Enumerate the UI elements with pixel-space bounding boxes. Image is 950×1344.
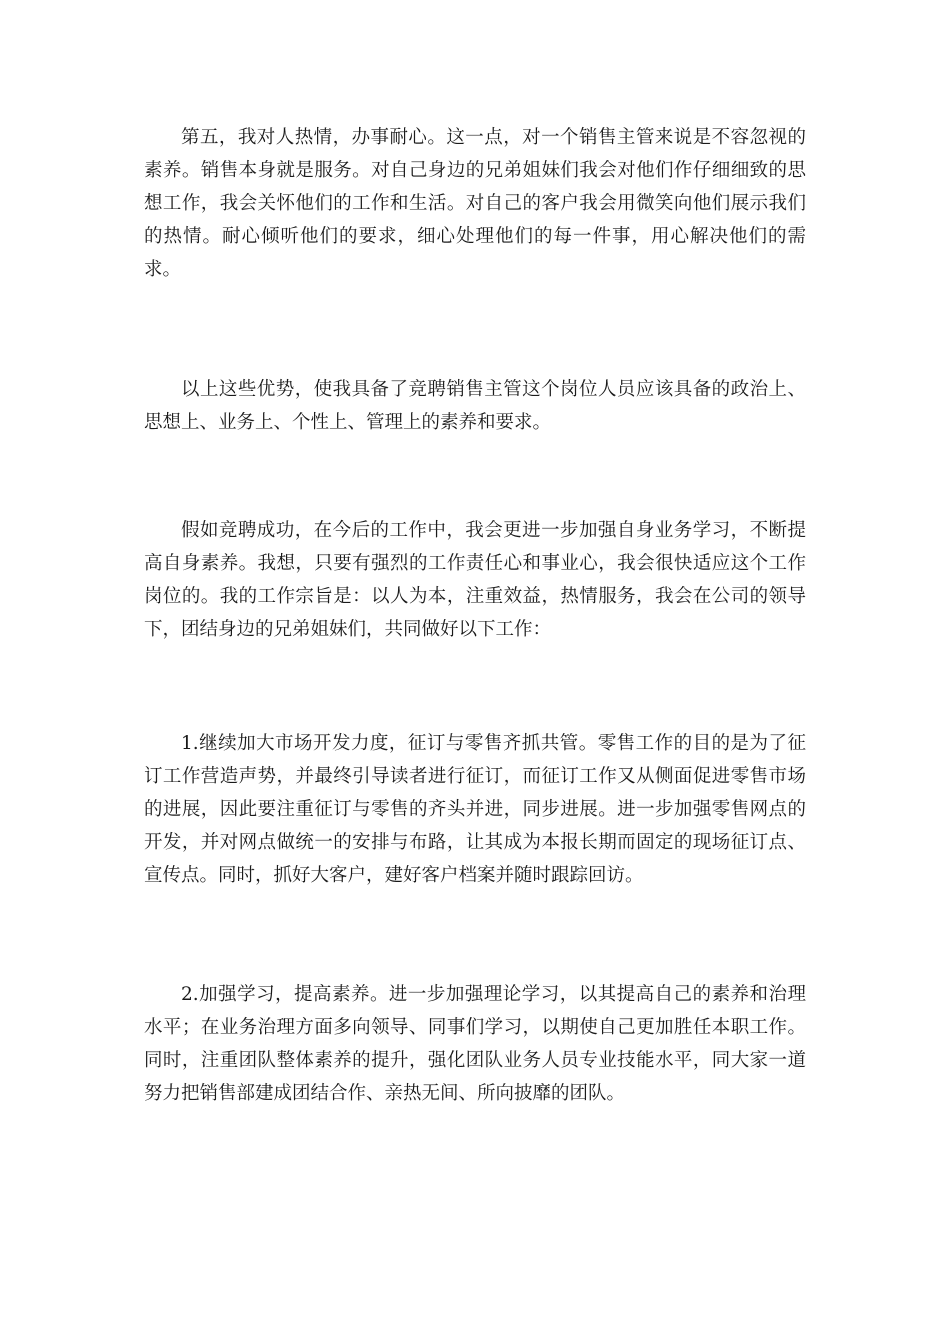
paragraph-work-plan-intro: 假如竞聘成功，在今后的工作中，我会更进一步加强自身业务学习，不断提高自身素养。我想，只要有强烈的工作责任心和事业心，我会很快适应这个工作岗位的。我的工作宗旨是：以人为本，注重效益，热情服务，我会在公司的领导下，团结身边的兄弟姐妹们，共同做好以下工作： [144, 520, 806, 640]
paragraph-item-1-market: 1.继续加大市场开发力度，征订与零售齐抓共管。零售工作的目的是为了征订工作营造声势，并最终引导读者进行征订，而征订工作又从侧面促进零售市场的进展，因此要注重征订与零售的齐头并进，同步进展。进一步加强零售网点的开发，并对网点做统一的安排与布路，让其成为本报长期而固定的现场征订点、宣传点。同时，抓好大客户，建好客户档案并随时跟踪回访。 [144, 733, 806, 886]
paragraph-item-2-learning: 2.加强学习，提高素养。进一步加强理论学习，以其提高自己的素养和治理水平；在业务治理方面多向领导、同事们学习，以期使自己更加胜任本职工作。同时，注重团队整体素养的提升，强化团队业务人员专业技能水平，同大家一道努力把销售部建成团结合作、亲热无间、所向披靡的团队。 [144, 984, 806, 1104]
paragraph-strengths-summary: 以上这些优势，使我具备了竞聘销售主管这个岗位人员应该具备的政治上、思想上、业务上、个性上、管理上的素养和要求。 [144, 379, 806, 433]
paragraph-fifth-point: 第五，我对人热情，办事耐心。这一点，对一个销售主管来说是不容忽视的素养。销售本身就是服务。对自己身边的兄弟姐妹们我会对他们作仔细细致的思想工作，我会关怀他们的工作和生活。对自己的客户我会用微笑向他们展示我们的热情。耐心倾听他们的要求，细心处理他们的每一件事，用心解决他们的需求。 [144, 127, 806, 280]
